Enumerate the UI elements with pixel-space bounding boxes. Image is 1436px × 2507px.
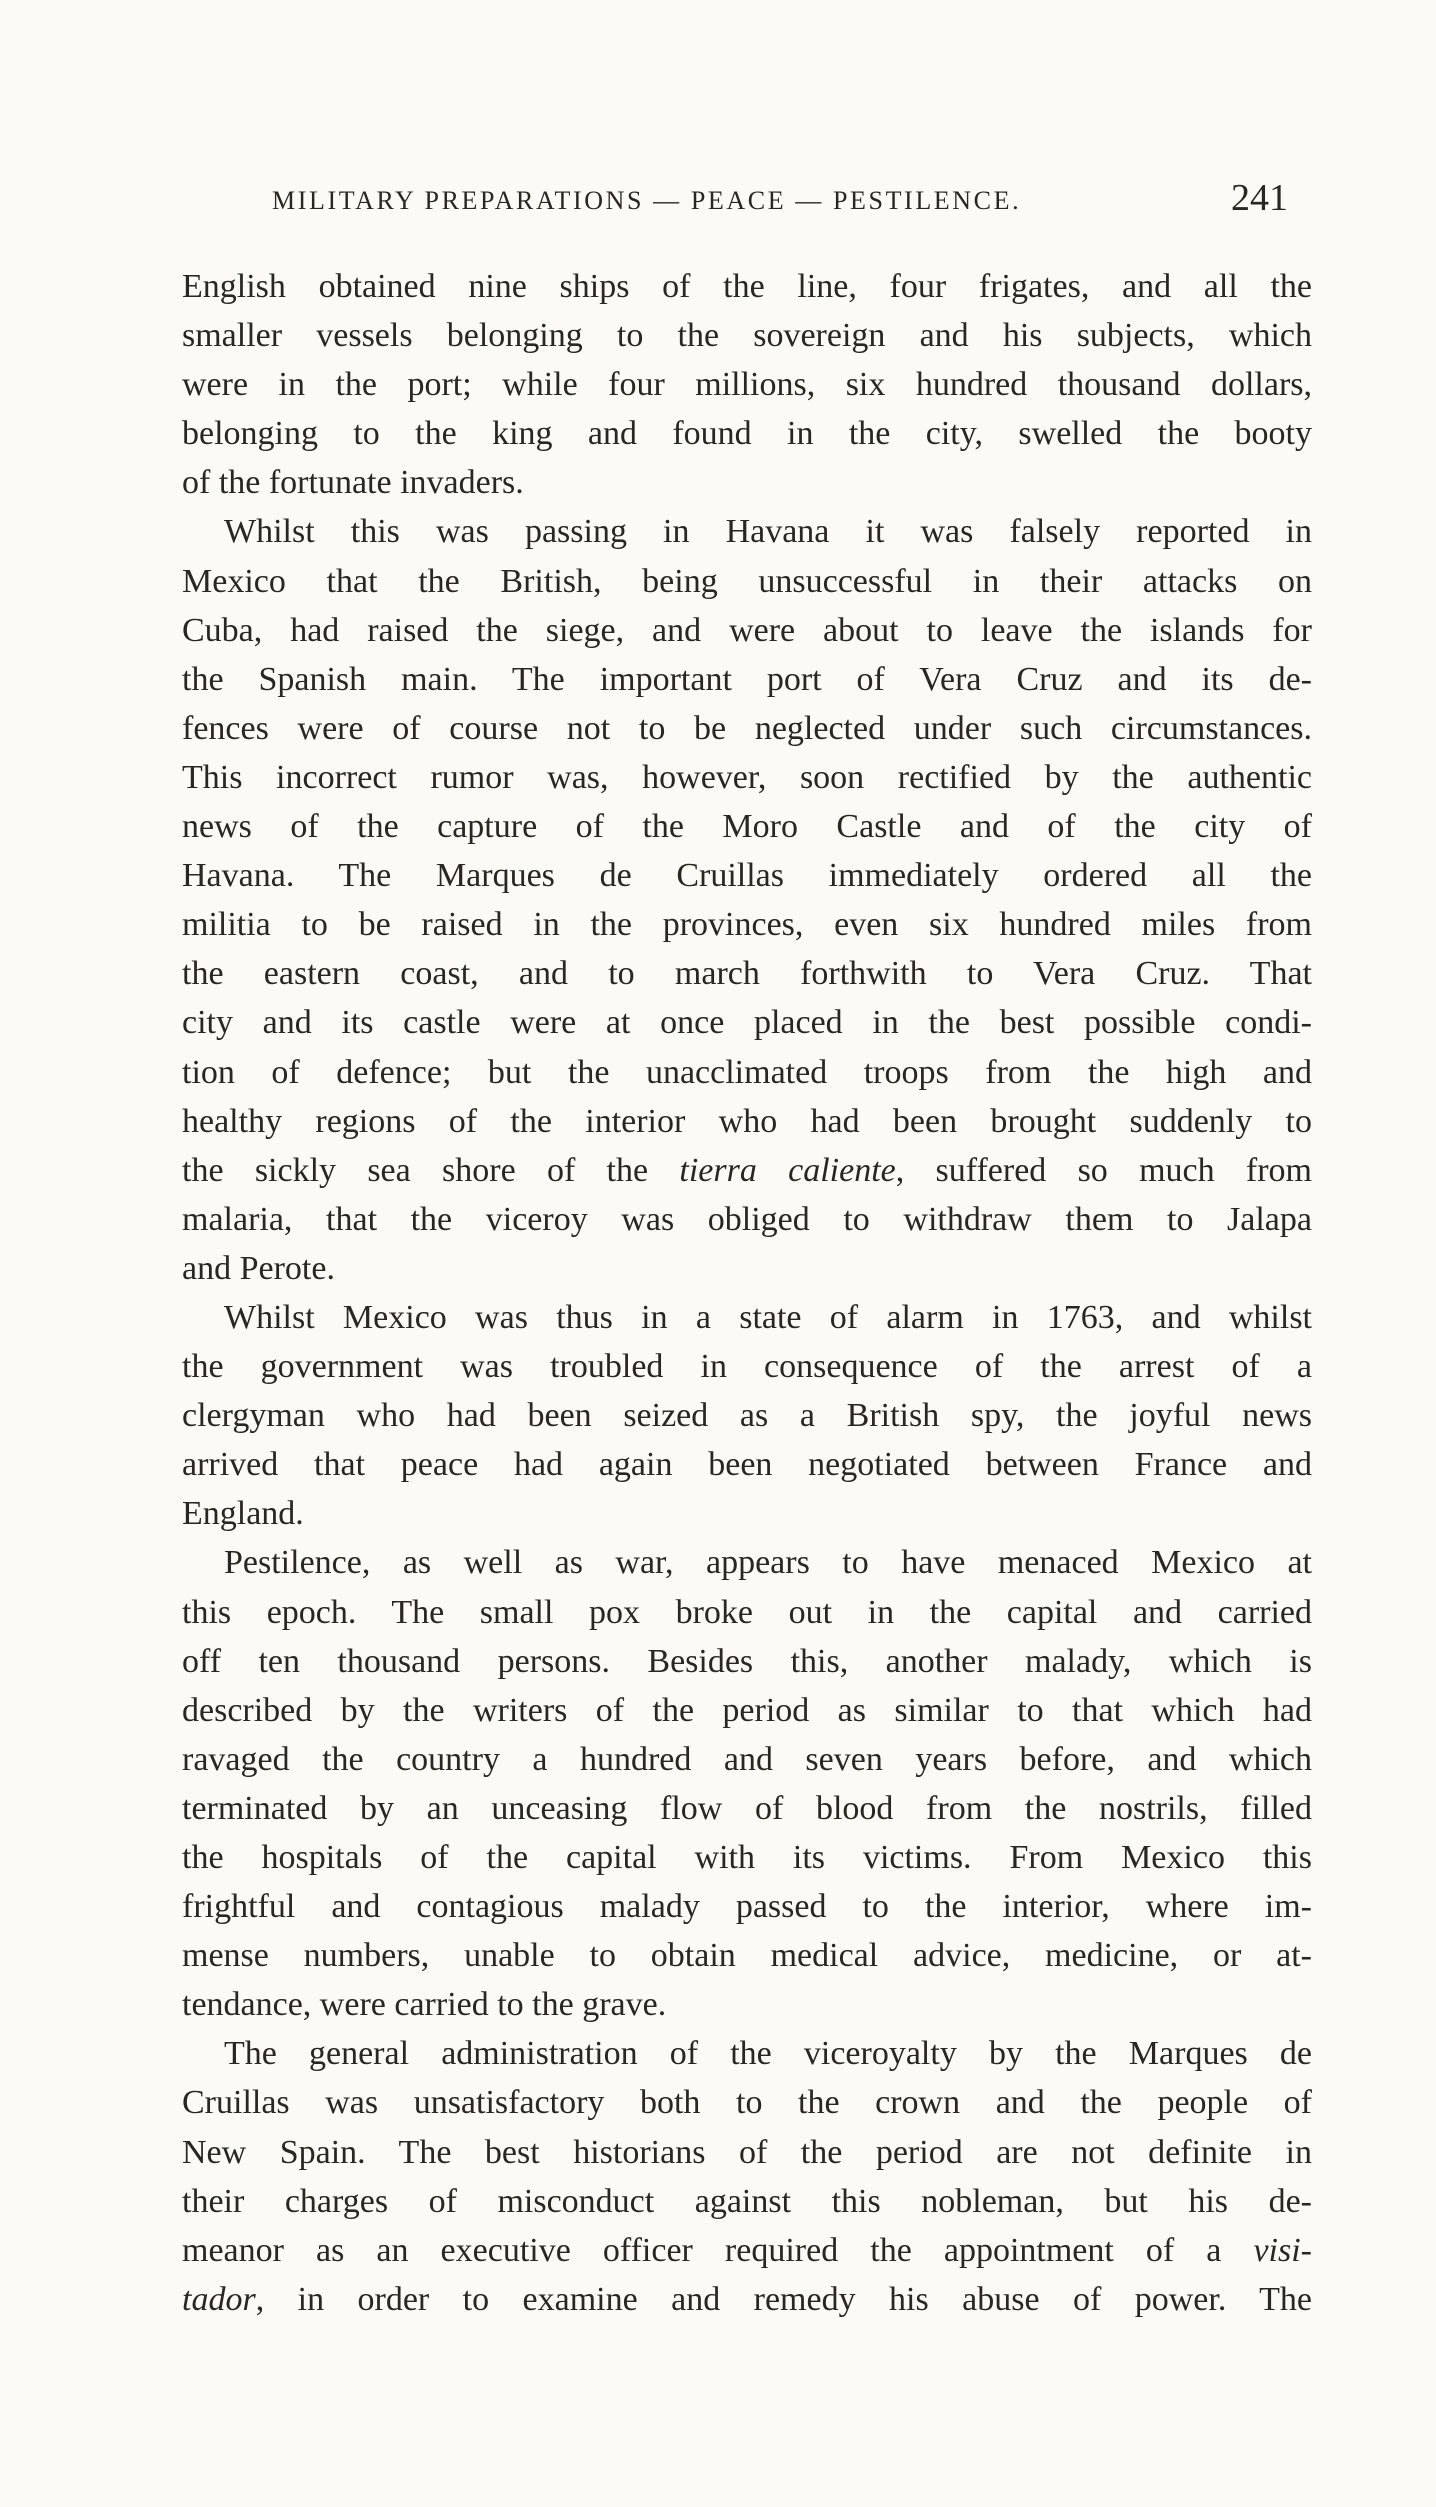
page-number: 241 (1231, 177, 1288, 219)
text-line: the government was troubled in consequence of the arrest of a (182, 1348, 1312, 1386)
body-text (182, 262, 1312, 2324)
line-text: , in order to examine and remedy his abuse of power. The (255, 2280, 1312, 2318)
line-text: the sickly sea shore of the (182, 1151, 680, 1189)
paragraph-start-line: The general administration of the viceroyalty by the Marques de (224, 2035, 1312, 2073)
text-line: smaller vessels belonging to the sovereign and his subjects, which (182, 317, 1312, 355)
text-line: Havana. The Marques de Cruillas immediately ordered all the (182, 857, 1312, 895)
text-line: English obtained nine ships of the line, four frigates, and all the (182, 268, 1312, 305)
text-line (182, 2275, 1312, 2324)
text-line: arrived that peace had again been negotiated between France and (182, 1446, 1312, 1484)
text-line: the eastern coast, and to march forthwith to Vera Cruz. That (182, 955, 1312, 993)
paragraph-start-line: Whilst this was passing in Havana it was falsely reported in (224, 513, 1312, 551)
text-line: Mexico that the British, being unsuccessful in their attacks on (182, 562, 1312, 600)
text-line: off ten thousand persons. Besides this, another malady, which is (182, 1642, 1312, 1680)
text-line: and Perote. (182, 1249, 335, 1287)
text-line: clergyman who had been seized as a British spy, the joyful news (182, 1397, 1312, 1435)
text-line: city and its castle were at once placed in the best possible condi- (182, 1004, 1312, 1042)
text-line: this epoch. The small pox broke out in the capital and carried (182, 1593, 1312, 1631)
text-line: the hospitals of the capital with its victims. From Mexico this (182, 1839, 1312, 1876)
line-text: meanor as an executive officer required the appointment of a (182, 2231, 1254, 2269)
text-line (182, 2226, 1312, 2275)
text-line: fences were of course not to be neglected under such circumstances. (182, 709, 1312, 747)
text-line: New Spain. The best historians of the period are not definite in (182, 2133, 1312, 2171)
text-line: mense numbers, unable to obtain medical advice, medicine, or at- (182, 1937, 1312, 1975)
text-line: of the fortunate invaders. (182, 464, 524, 502)
text-line: frightful and contagious malady passed to the interior, where im- (182, 1888, 1312, 1926)
text-line: tendance, were carried to the grave. (182, 1986, 667, 2024)
text-line (182, 1146, 1312, 1195)
text-line: tion of defence; but the unacclimated troops from the high and (182, 1053, 1312, 1091)
line-text: , suffered so much from (895, 1151, 1313, 1189)
text-line: England. (182, 1495, 304, 1533)
text-line: the Spanish main. The important port of Vera Cruz and its de- (182, 660, 1312, 698)
text-line: Cruillas was unsatisfactory both to the crown and the people of (182, 2084, 1312, 2122)
italic-phrase: tador (182, 2280, 256, 2318)
running-head (272, 176, 1312, 236)
paragraph-start-line: Whilst Mexico was thus in a state of alarm in 1763, and whilst (224, 1298, 1312, 1336)
running-head-title: MILITARY PREPARATIONS — PEACE — PESTILENCE. (272, 186, 1022, 215)
text-line: This incorrect rumor was, however, soon rectified by the authentic (182, 758, 1312, 796)
text-line: malaria, that the viceroy was obliged to withdraw them to Jalapa (182, 1200, 1312, 1238)
text-line: ravaged the country a hundred and seven years before, and which (182, 1740, 1312, 1778)
text-line: belonging to the king and found in the city, swelled the booty (182, 415, 1312, 453)
italic-phrase: tierra caliente (679, 1151, 896, 1189)
text-line: their charges of misconduct against this nobleman, but his de- (182, 2182, 1312, 2220)
text-line: described by the writers of the period as similar to that which had (182, 1691, 1312, 1729)
text-line: Cuba, had raised the siege, and were about to leave the islands for (182, 611, 1312, 649)
text-line: terminated by an unceasing flow of blood from the nostrils, filled (182, 1789, 1312, 1827)
text-line: healthy regions of the interior who had been brought suddenly to (182, 1102, 1312, 1140)
text-line: militia to be raised in the provinces, even six hundred miles from (182, 906, 1312, 944)
paragraph-start-line: Pestilence, as well as war, appears to have menaced Mexico at (224, 1544, 1312, 1582)
text-line: news of the capture of the Moro Castle and of the city of (182, 808, 1312, 846)
text-line: were in the port; while four millions, six hundred thousand dollars, (182, 366, 1312, 404)
italic-phrase: visi- (1253, 2231, 1312, 2269)
